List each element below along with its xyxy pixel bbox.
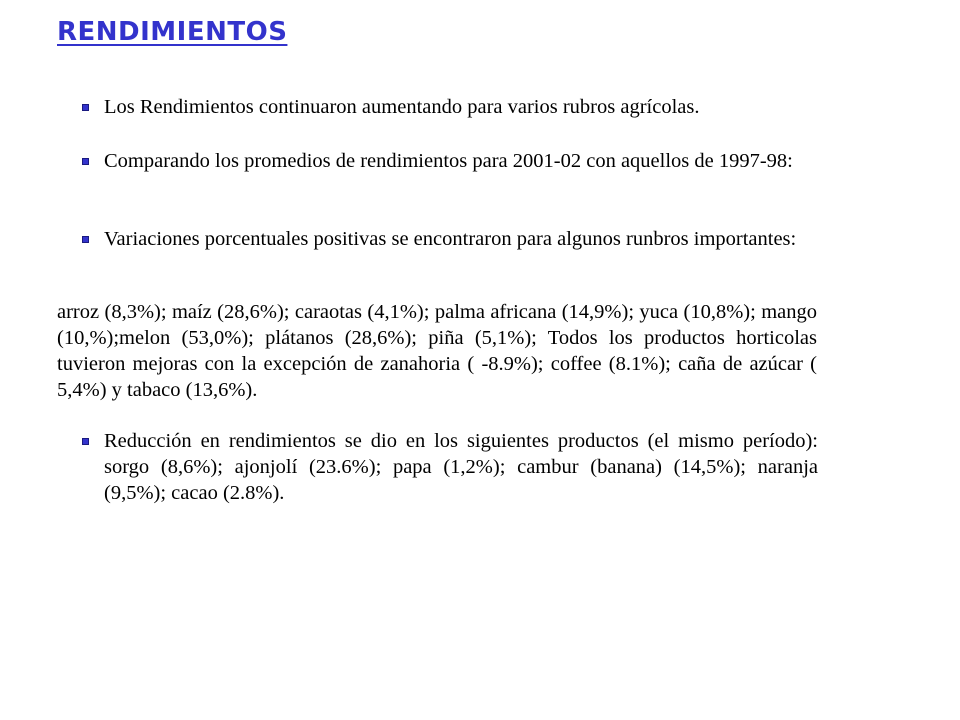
bullet-text: Variaciones porcentuales positivas se encontraron para algunos runbros importantes: <box>104 228 797 250</box>
bullet-item-positive-variations <box>82 226 818 252</box>
paragraph-text: arroz (8,3%); maíz (28,6%); caraotas (4,1%); palma africana (14,9%); yuca (10,8%); mango (10,%);melon (53,0%); plátanos (28,6%); piña (5,1%); Todos los productos horticolas tuvieron mejoras con la excepción de zanahoria ( -8.9%); coffee (8.1%); caña de azúcar ( 5,4%) y tabaco (13,6%). <box>57 301 817 401</box>
square-bullet-icon <box>82 438 89 445</box>
bullet-text: Reducción en rendimientos se dio en los siguientes productos (el mismo período): sorgo (8,6%); ajonjolí (23.6%); papa (1,2%); cambur (banana) (14,5%); naranja (9,5%); cacao (2.8%). <box>104 430 818 504</box>
bullet-item-comparison <box>82 148 818 174</box>
bullet-item-yields-increase <box>82 94 818 120</box>
square-bullet-icon <box>82 236 89 243</box>
square-bullet-icon <box>82 104 89 111</box>
bullet-text: Los Rendimientos continuaron aumentando para varios rubros agrícolas. <box>104 96 700 118</box>
square-bullet-icon <box>82 158 89 165</box>
slide-title: RENDIMIENTOS <box>57 17 288 47</box>
bullet-item-yield-reduction <box>82 428 818 506</box>
products-paragraph <box>57 299 817 403</box>
bullet-text: Comparando los promedios de rendimientos para 2001-02 con aquellos de 1997-98: <box>104 150 793 172</box>
